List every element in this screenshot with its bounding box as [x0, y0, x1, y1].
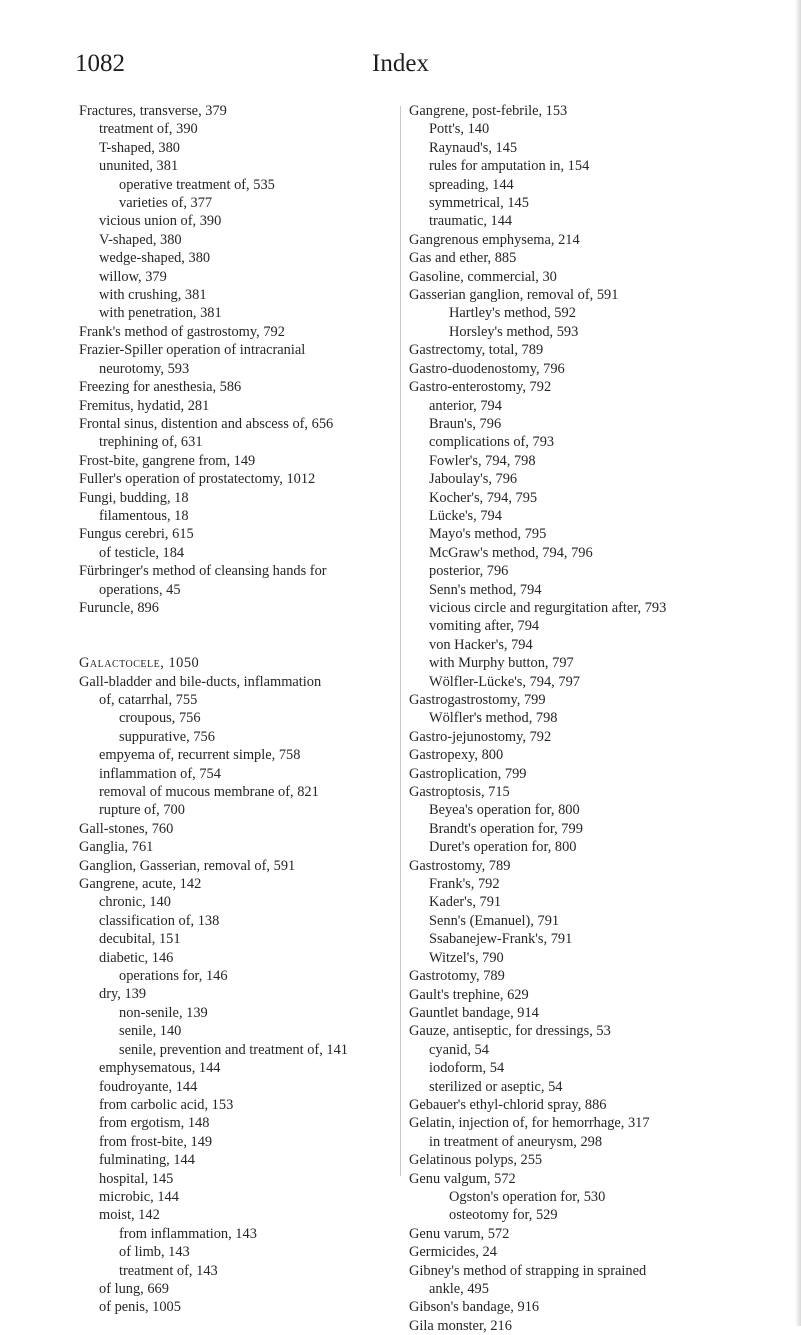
index-entry: Freezing for anesthesia, 586 — [79, 379, 242, 396]
page-number: 1082 — [75, 50, 125, 77]
index-subentry: from ergotism, 148 — [99, 1115, 210, 1132]
index-subentry: Pott's, 140 — [429, 121, 490, 138]
index-subentry: trephining of, 631 — [99, 434, 203, 451]
index-subentry: Ssabanejew-Frank's, 791 — [429, 931, 573, 948]
index-entry: Ganglia, 761 — [79, 839, 154, 856]
index-entry: Gibney's method of strapping in sprained — [409, 1262, 647, 1279]
index-subentry: Wölfler's method, 798 — [429, 710, 558, 727]
index-entry: Fungus cerebri, 615 — [79, 526, 194, 543]
index-entry: Fürbringer's method of cleansing hands for — [79, 563, 327, 580]
index-subentry: dry, 139 — [99, 986, 147, 1003]
index-subentry: foudroyante, 144 — [99, 1078, 198, 1095]
index-spacer — [79, 636, 397, 654]
index-subentry: T-shaped, 380 — [99, 139, 181, 156]
index-entry: Fractures, transverse, 379 — [79, 103, 227, 119]
index-subentry: V-shaped, 380 — [99, 231, 182, 248]
index-subentry: Duret's operation for, 800 — [429, 839, 577, 856]
index-entry: Gastrogastrostomy, 799 — [409, 692, 546, 708]
index-entry: Genu varum, 572 — [409, 1225, 510, 1242]
index-subentry: von Hacker's, 794 — [429, 636, 533, 653]
index-subentry: Hartley's method, 592 — [449, 305, 576, 322]
index-subentry: Brandt's operation for, 799 — [429, 820, 583, 837]
index-subentry: filamentous, 18 — [99, 507, 189, 524]
index-subentry: senile, 140 — [119, 1023, 182, 1040]
page-edge-shadow — [795, 0, 801, 1326]
index-subentry: of testicle, 184 — [99, 544, 185, 561]
index-subentry: removal of mucous membrane of, 821 — [99, 784, 319, 800]
index-entry: Galactocele, 1050 — [79, 655, 200, 672]
index-subentry: traumatic, 144 — [429, 213, 513, 230]
index-subentry: fulminating, 144 — [99, 1152, 195, 1169]
index-entry: Frazier-Spiller operation of intracranial — [79, 342, 306, 359]
index-subentry: operative treatment of, 535 — [119, 176, 275, 193]
index-entry: Gastrectomy, total, 789 — [409, 342, 544, 359]
index-subentry: Frank's, 792 — [429, 876, 500, 893]
index-entry: Gangrenous emphysema, 214 — [409, 231, 580, 248]
index-subentry: of penis, 1005 — [99, 1299, 181, 1316]
index-subentry: sterilized or aseptic, 54 — [429, 1078, 563, 1095]
index-subentry: rules for amputation in, 154 — [429, 158, 590, 175]
index-entry: Gault's trephine, 629 — [409, 986, 529, 1003]
index-column-right — [409, 102, 789, 1335]
index-subentry: diabetic, 146 — [99, 949, 174, 966]
index-subentry: iodoform, 54 — [429, 1060, 505, 1077]
index-subentry: vicious circle and regurgitation after, 793 — [429, 599, 667, 616]
index-subentry: anterior, 794 — [429, 397, 502, 414]
index-subentry: wedge-shaped, 380 — [99, 250, 211, 267]
index-entry: Gibson's bandage, 916 — [409, 1299, 540, 1316]
index-subentry: Beyea's operation for, 800 — [429, 802, 580, 819]
index-subentry: hospital, 145 — [99, 1170, 174, 1187]
index-column-left — [79, 102, 397, 1317]
index-subentry: non-senile, 139 — [119, 1004, 208, 1021]
index-subentry: Kader's, 791 — [429, 894, 502, 911]
index-subentry: Lücke's, 794 — [429, 507, 502, 524]
index-subentry: from frost-bite, 149 — [99, 1133, 213, 1150]
index-subentry: with penetration, 381 — [99, 305, 222, 322]
index-subentry: suppurative, 756 — [119, 728, 215, 745]
index-entry: Gall-stones, 760 — [79, 820, 174, 837]
index-subentry: Mayo's method, 795 — [429, 526, 547, 543]
index-entry: Gall-bladder and bile-ducts, inflammation — [79, 673, 322, 690]
index-entry: Gila monster, 216 — [409, 1317, 512, 1334]
index-subentry: chronic, 140 — [99, 894, 171, 911]
index-subentry: with crushing, 381 — [99, 287, 207, 304]
index-subentry: operations for, 146 — [119, 968, 228, 985]
index-entry: Frank's method of gastrostomy, 792 — [79, 323, 285, 340]
index-subentry: cyanid, 54 — [429, 1041, 489, 1058]
index-subentry: in treatment of aneurysm, 298 — [429, 1133, 603, 1150]
index-subentry: Braun's, 796 — [429, 415, 502, 432]
index-subentry: neurotomy, 593 — [99, 360, 190, 377]
index-subentry: Ogston's operation for, 530 — [449, 1188, 606, 1205]
index-entry: Gebauer's ethyl-chlorid spray, 886 — [409, 1096, 607, 1113]
index-subentry: Horsley's method, 593 — [449, 323, 579, 340]
index-subentry: with Murphy button, 797 — [429, 655, 574, 672]
index-entry: Fungi, budding, 18 — [79, 489, 189, 506]
index-entry: Gasserian ganglion, removal of, 591 — [409, 287, 619, 304]
index-entry: Gangrene, post-febrile, 153 — [409, 103, 568, 119]
index-entry: Gastro-duodenostomy, 796 — [409, 360, 565, 377]
index-entry: Gastroptosis, 715 — [409, 784, 510, 801]
index-subentry: posterior, 796 — [429, 563, 509, 580]
index-entry: Gastro-jejunostomy, 792 — [409, 728, 552, 745]
index-entry: Frontal sinus, distention and abscess of, 656 — [79, 415, 334, 432]
index-subentry: complications of, 793 — [429, 434, 555, 451]
index-entry: Gastroplication, 799 — [409, 765, 527, 782]
index-subentry: willow, 379 — [99, 268, 167, 285]
index-subentry: senile, prevention and treatment of, 141 — [119, 1041, 348, 1058]
index-subentry: Kocher's, 794, 795 — [429, 489, 538, 506]
index-subentry: moist, 142 — [99, 1207, 160, 1224]
index-entry: Frost-bite, gangrene from, 149 — [79, 452, 256, 469]
index-entry: Ganglion, Gasserian, removal of, 591 — [79, 857, 296, 874]
index-entry: Gelatin, injection of, for hemorrhage, 317 — [409, 1115, 650, 1132]
index-subentry: Witzel's, 790 — [429, 949, 504, 966]
index-subentry: microbic, 144 — [99, 1188, 179, 1205]
index-subentry: osteotomy for, 529 — [449, 1207, 558, 1224]
index-entry: Gas and ether, 885 — [409, 250, 517, 267]
index-entry: Gasoline, commercial, 30 — [409, 268, 557, 285]
index-subentry: Senn's (Emanuel), 791 — [429, 912, 560, 929]
index-subentry: Wölfler-Lücke's, 794, 797 — [429, 673, 580, 690]
index-entry: Gastrotomy, 789 — [409, 968, 505, 985]
index-subentry: of, catarrhal, 755 — [99, 691, 198, 708]
index-subentry: treatment of, 390 — [99, 121, 198, 138]
index-spacer — [79, 617, 397, 635]
page-header — [0, 50, 801, 90]
page-title: Index — [372, 50, 429, 77]
index-subentry: croupous, 756 — [119, 710, 201, 727]
index-entry: Germicides, 24 — [409, 1244, 497, 1261]
index-subentry: of lung, 669 — [99, 1280, 169, 1297]
index-subentry: varieties of, 377 — [119, 195, 213, 212]
index-subentry: operations, 45 — [99, 581, 181, 598]
index-entry: Gastrostomy, 789 — [409, 857, 511, 874]
index-subentry: vomiting after, 794 — [429, 618, 540, 635]
index-subentry: treatment of, 143 — [119, 1262, 218, 1279]
index-subentry: Fowler's, 794, 798 — [429, 452, 536, 469]
index-subentry: spreading, 144 — [429, 176, 514, 193]
index-subentry: Senn's method, 794 — [429, 581, 542, 598]
index-subentry: Raynaud's, 145 — [429, 139, 518, 156]
index-subentry: from carbolic acid, 153 — [99, 1096, 234, 1113]
index-entry: Gauze, antiseptic, for dressings, 53 — [409, 1023, 611, 1040]
index-subentry: inflammation of, 754 — [99, 765, 221, 782]
index-subentry: decubital, 151 — [99, 931, 181, 948]
index-subentry: of limb, 143 — [119, 1244, 190, 1261]
index-subentry: empyema of, recurrent simple, 758 — [99, 747, 301, 764]
index-subentry: rupture of, 700 — [99, 802, 185, 819]
index-subentry: vicious union of, 390 — [99, 213, 222, 230]
index-subentry: ankle, 495 — [429, 1281, 489, 1297]
index-subentry: ununited, 381 — [99, 158, 179, 175]
index-entry: Gastro-enterostomy, 792 — [409, 379, 552, 396]
index-subentry: classification of, 138 — [99, 912, 220, 929]
index-subentry: McGraw's method, 794, 796 — [429, 544, 593, 561]
index-subentry: from inflammation, 143 — [119, 1225, 257, 1242]
column-divider — [400, 106, 401, 1176]
index-entry: Genu valgum, 572 — [409, 1170, 516, 1187]
index-entry: Gelatinous polyps, 255 — [409, 1152, 543, 1169]
index-entry: Gastropexy, 800 — [409, 747, 504, 764]
index-entry: Furuncle, 896 — [79, 599, 159, 616]
index-entry: Fremitus, hydatid, 281 — [79, 397, 210, 414]
index-subentry: Jaboulay's, 796 — [429, 471, 518, 488]
index-subentry: emphysematous, 144 — [99, 1060, 221, 1077]
index-subentry: symmetrical, 145 — [429, 195, 529, 212]
index-entry: Gauntlet bandage, 914 — [409, 1004, 539, 1021]
index-entry: Gangrene, acute, 142 — [79, 876, 202, 893]
index-entry: Fuller's operation of prostatectomy, 1012 — [79, 471, 316, 488]
